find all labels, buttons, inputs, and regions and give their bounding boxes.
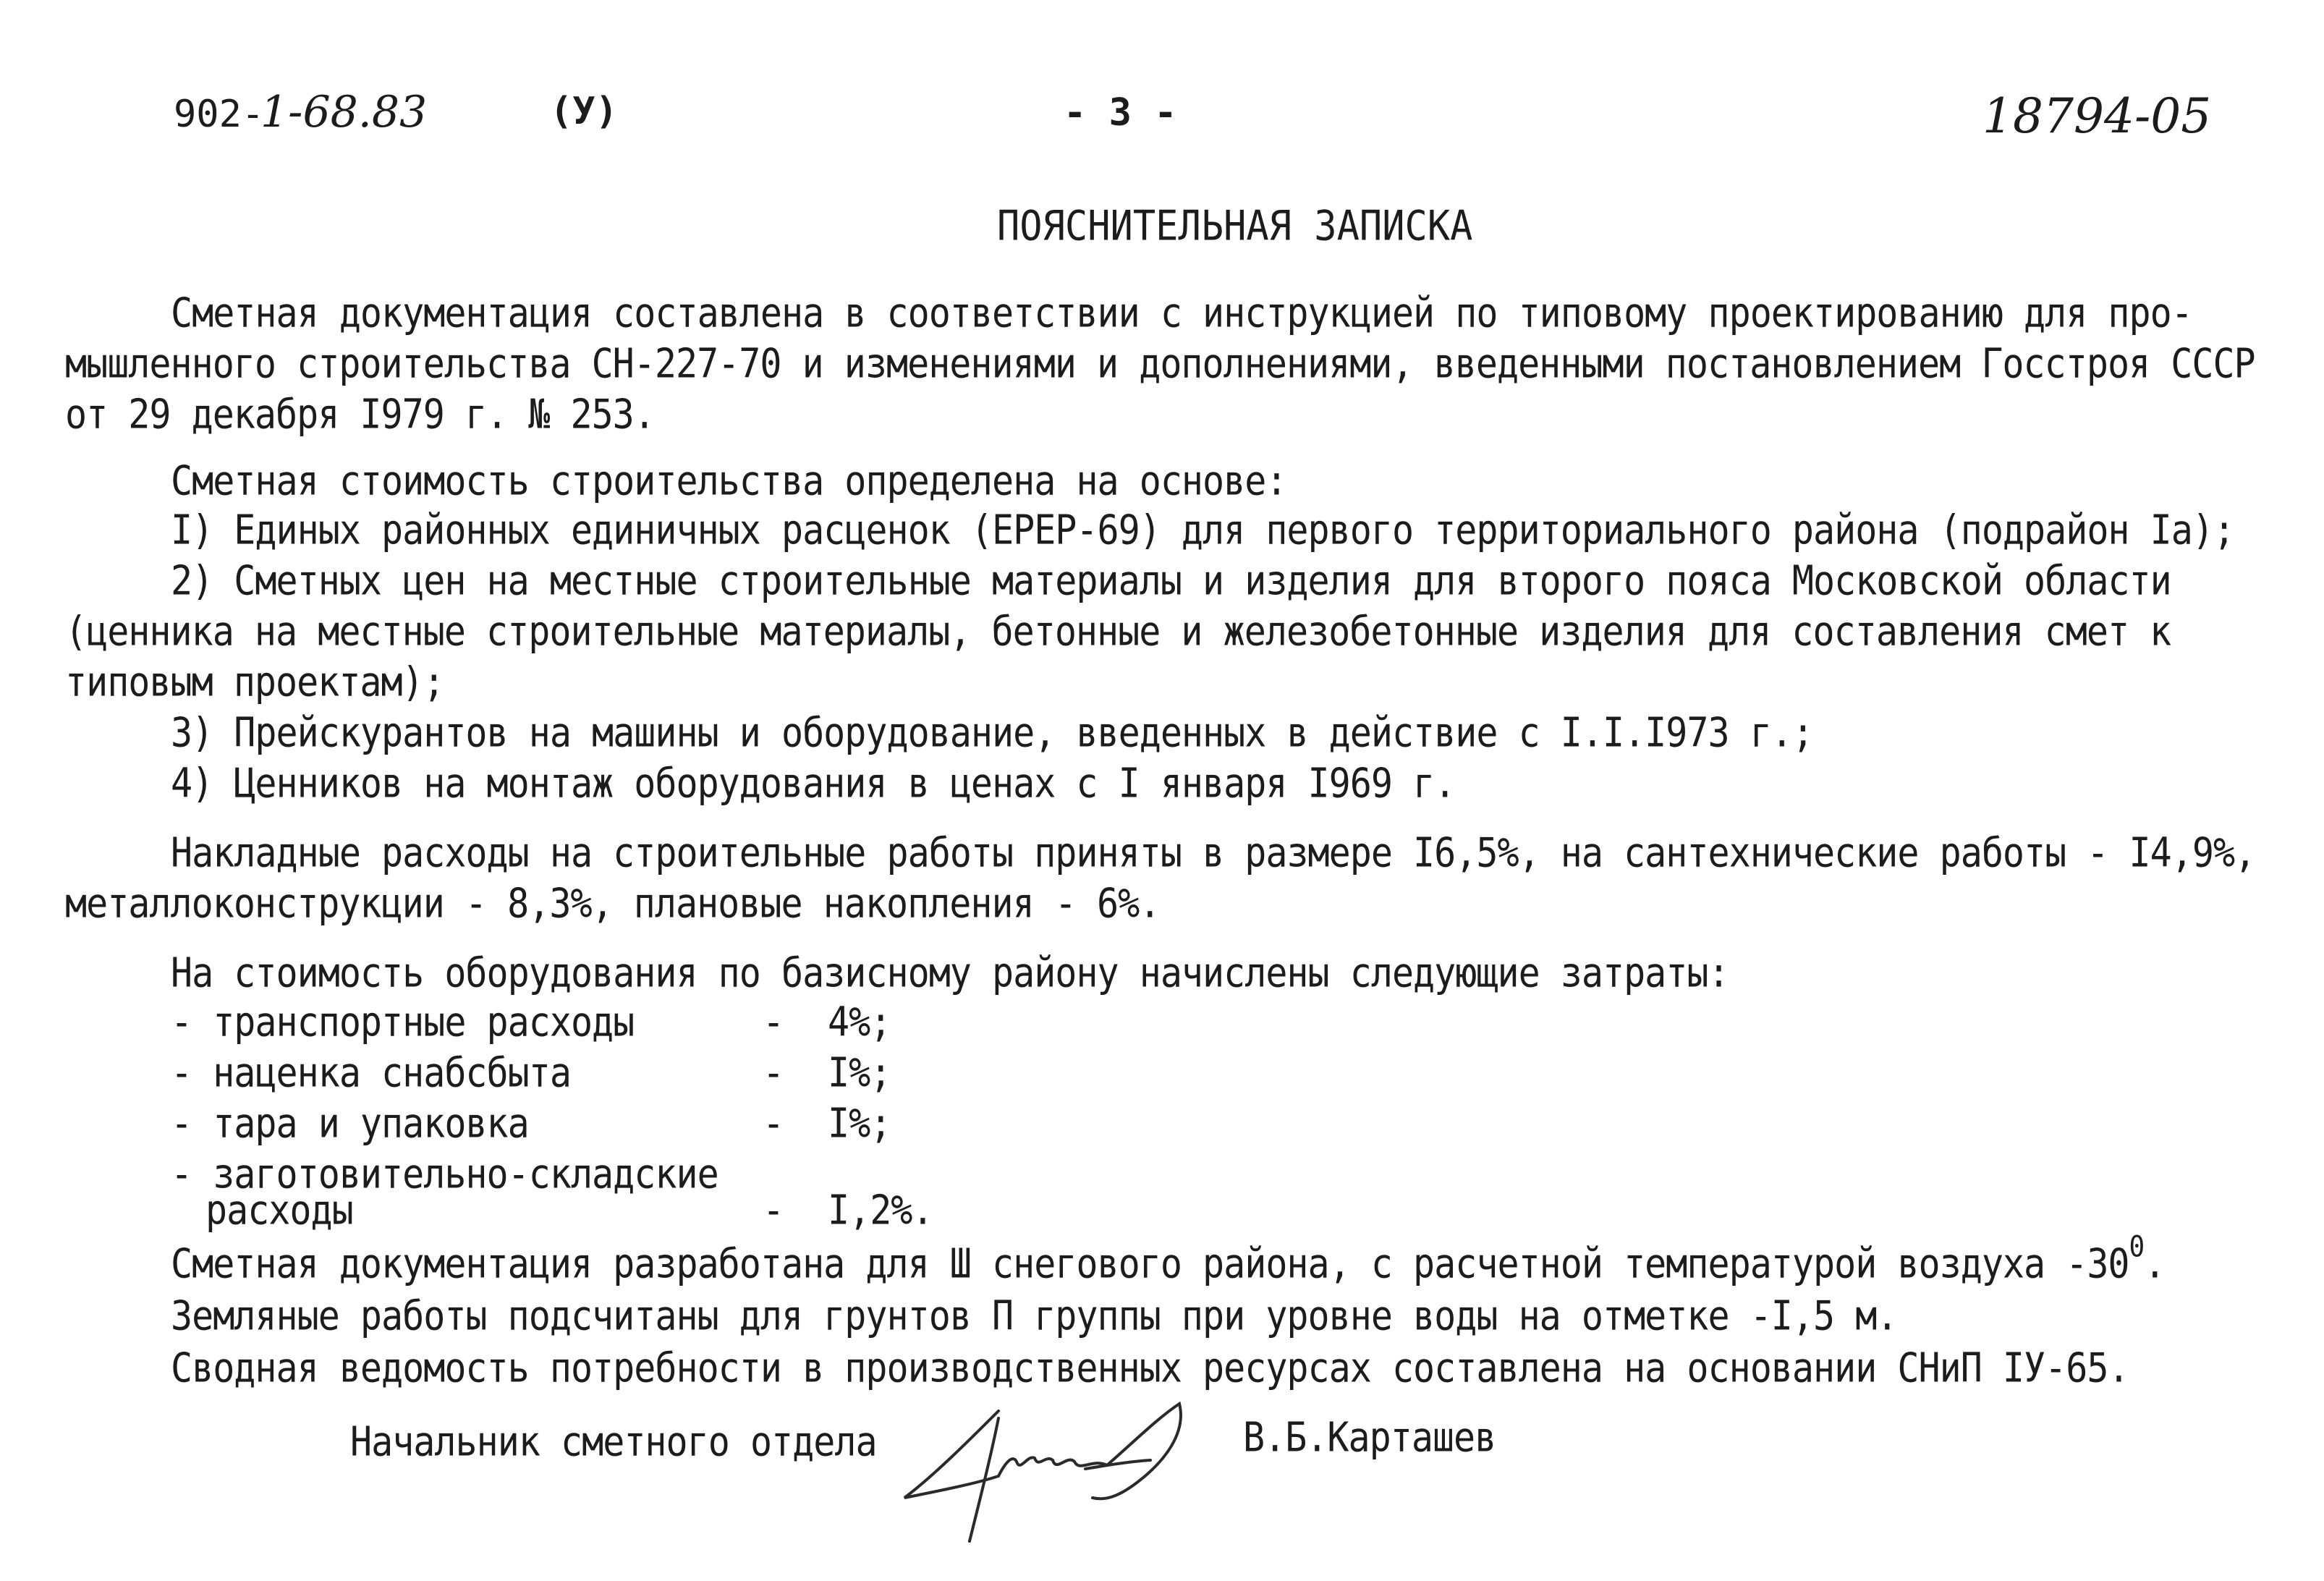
cost-item-dash: -: [763, 1049, 784, 1096]
overheads-line: Накладные расходы на строительные работы приняты в размере I6,5%, на сантехнические работы - I4,9%,: [171, 829, 2256, 876]
closing-line: Сводная ведомость потребности в производственных ресурсах составлена на основании СНиП IУ-65.: [171, 1344, 2129, 1391]
degree-superscript: 0: [2129, 1230, 2145, 1264]
cost-item-value: I%;: [828, 1049, 891, 1096]
cost-item-name: - заготовительно-складские: [171, 1150, 718, 1198]
overheads-line: металлоконструкции - 8,3%, плановые накопления - 6%.: [65, 880, 1161, 927]
basis-item: 2) Сметных цен на местные строительные материалы и изделия для второго пояса Московской области: [171, 557, 2171, 604]
paragraph-line: от 29 декабря I979 г. № 253.: [65, 391, 655, 438]
handwritten-signature: [890, 1375, 1223, 1548]
cost-item-value: I%;: [828, 1100, 891, 1147]
document-code-prefix: 902-: [174, 93, 265, 136]
cost-item-dash: -: [763, 999, 784, 1046]
document-code-handwritten: 1-68.83: [260, 87, 428, 137]
closing-line: Земляные работы подсчитаны для грунтов П группы при уровне воды на отметке -I,5 м.: [171, 1292, 1898, 1339]
cost-item-name-continued: расходы: [205, 1187, 353, 1234]
basis-item: I) Единых районных единичных расценок (ЕРЕР-69) для первого территориального района (подрайон Iа);: [171, 506, 2235, 554]
basis-item: типовым проектам);: [65, 658, 444, 705]
cost-item-dash: -: [763, 1100, 784, 1147]
cost-item-value: 4%;: [828, 999, 891, 1046]
closing-line-text: Сметная документация разработана для Ш снегового района, с расчетной температурой воздуха -30: [171, 1240, 2129, 1287]
inventory-number: 18794-05: [1982, 88, 2212, 144]
page-title: ПОЯСНИТЕЛЬНАЯ ЗАПИСКА: [997, 203, 1473, 250]
cost-item-value: I,2%.: [828, 1187, 933, 1234]
basis-item: 3) Прейскурантов на машины и оборудование, введенных в действие с I.I.I973 г.;: [171, 709, 1813, 756]
paragraph-line: Сметная документация составлена в соответствии с инструкцией по типовому проектированию для про-: [171, 289, 2192, 336]
cost-item-dash: -: [763, 1187, 784, 1234]
closing-line-end: .: [2144, 1240, 2166, 1287]
equipment-costs-intro: На стоимость оборудования по базисному району начислены следующие затраты:: [171, 949, 1729, 996]
document-code-suffix: (У): [550, 90, 618, 133]
cost-item-name: - тара и упаковка: [171, 1100, 529, 1147]
paragraph-line: мышленного строительства СН-227-70 и изменениями и дополнениями, введенными постановлением Госстроя СССР: [65, 340, 2255, 387]
cost-item-name: - наценка снабсбыта: [171, 1049, 571, 1096]
basis-item: (ценника на местные строительные материалы, бетонные и железобетонные изделия для составления смет к: [65, 608, 2171, 655]
page-number: - 3 -: [1064, 91, 1177, 135]
basis-item: 4) Ценников на монтаж оборудования в ценах с I января I969 г.: [171, 760, 1456, 807]
signatory-name: В.Б.Карташев: [1243, 1414, 1496, 1461]
closing-line: [171, 1230, 2166, 1292]
signatory-position: Начальник сметного отдела: [350, 1418, 877, 1465]
cost-item-name: - транспортные расходы: [171, 999, 635, 1046]
basis-intro: Сметная стоимость строительства определена на основе:: [171, 457, 1287, 504]
